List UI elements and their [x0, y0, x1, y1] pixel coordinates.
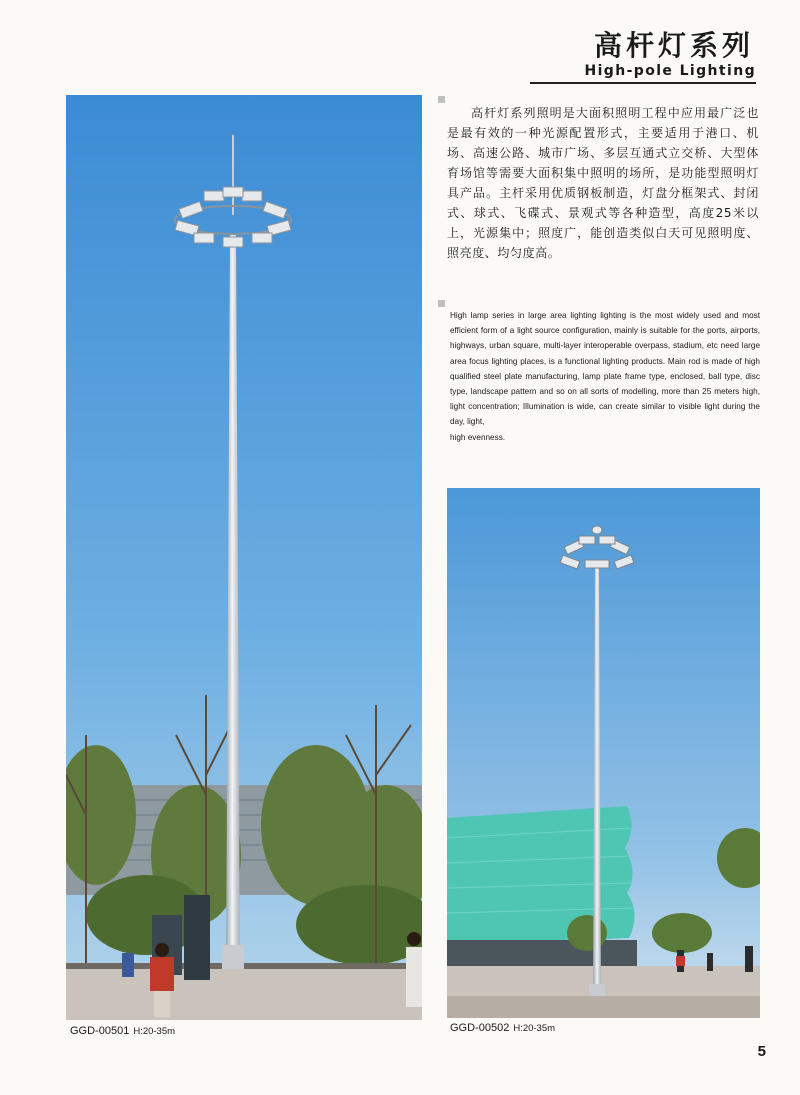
product-caption-ggd-00502 — [450, 1022, 555, 1034]
description-en-tail: high evenness. — [450, 433, 506, 442]
product-photo-ggd-00501 — [66, 95, 422, 1020]
bullet-square-icon — [438, 96, 445, 103]
product-caption-ggd-00501 — [70, 1025, 175, 1037]
product-height: H:20-35m — [133, 1026, 176, 1037]
product-code: GGD-00501 — [70, 1025, 130, 1037]
page-number: 5 — [757, 1043, 766, 1060]
title-underline — [530, 82, 756, 84]
description-en: High lamp series in large area lighting lighting is the most widely used and most efficient form of a light source configuration, mainly is suitable for the ports, airports, highways, urban square, multi-layer interoperable overpass, stadium, etc need large area focus lighting places, is a functional lighting products. Main rod is made of high qualified steel plate manufacturing, lamp plate frame type, enclosed, ball type, disc type, landscape pattern and so on all sorts of modelling, more than 25 meters high, light concentration; Illumination is wide, can create similar to visible light during the day, light, — [450, 311, 760, 427]
bullet-square-icon — [438, 300, 445, 307]
page-title-cn: 高杆灯系列 — [593, 29, 754, 62]
product-photo-ggd-00502 — [447, 488, 760, 1018]
product-height: H:20-35m — [513, 1023, 556, 1034]
description-cn: 高杆灯系列照明是大面积照明工程中应用最广泛也是最有效的一种光源配置形式，主要适用于港口、机场、高速公路、城市广场、多层互通式立交桥、大型体育场馆等需要大面积集中照明的场所，是功能型照明灯具产品。主杆采用优质钢板制造，灯盘分框架式、封闭式、球式、飞碟式、景观式等各种造型，高度25米以上，光源集中；照度广，能创造类似白天可见照明度、照亮度、均匀度高。 — [447, 106, 759, 260]
product-code: GGD-00502 — [450, 1022, 510, 1034]
page-title-en: High-pole Lighting — [584, 63, 756, 79]
